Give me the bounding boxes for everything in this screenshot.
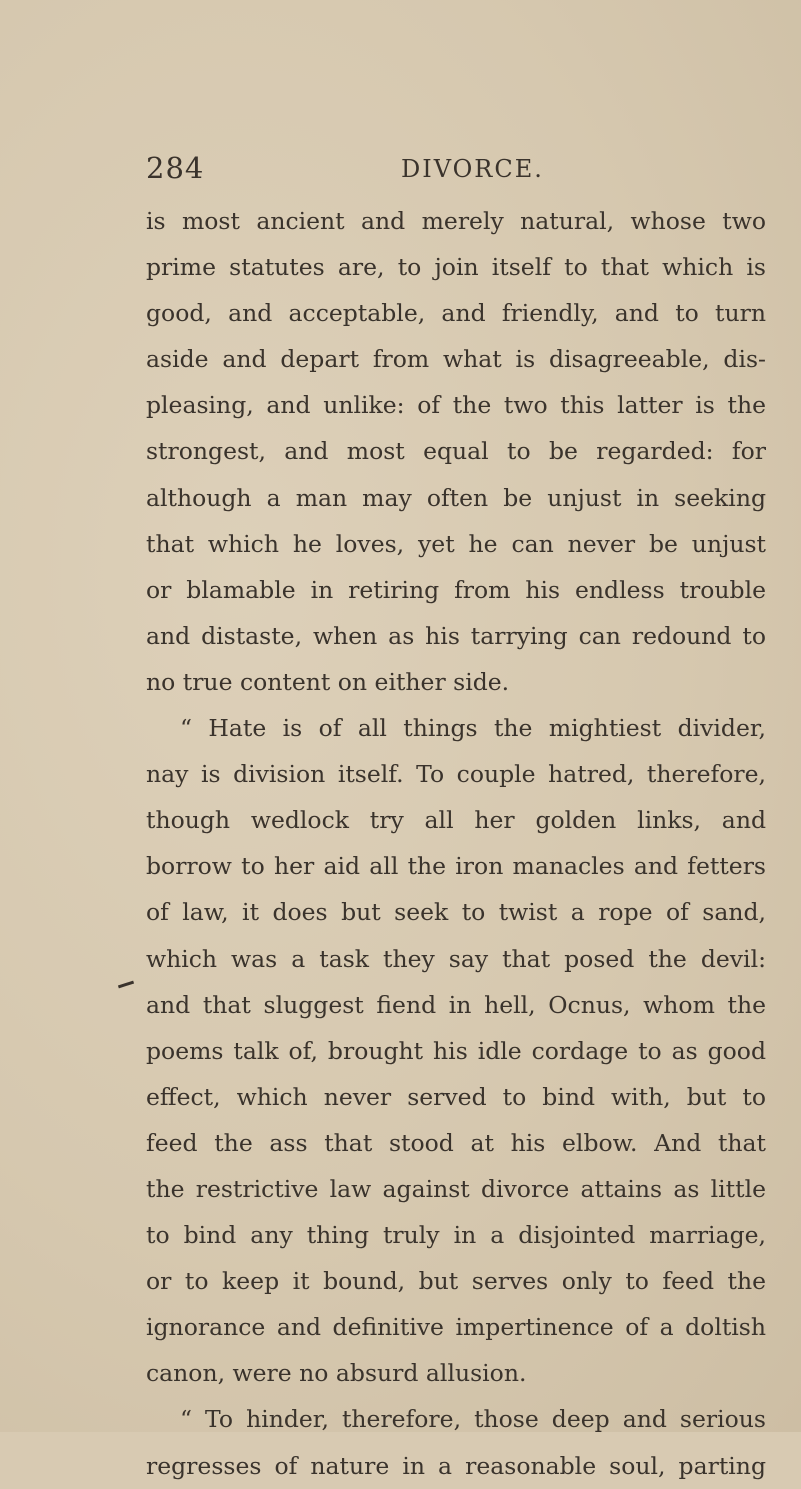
text-line: pleasing, and unlike: of the two this latter is the — [146, 391, 766, 420]
text-line: canon, were no absurd allusion. — [146, 1359, 527, 1388]
text-line: prime statutes are, to join itself to that which is — [146, 253, 766, 282]
text-line: good, and acceptable, and friendly, and to turn — [146, 299, 766, 328]
text-line: is most ancient and merely natural, whose two — [146, 207, 766, 235]
text-line: the restrictive law against divorce attains as little — [146, 1174, 766, 1203]
text-line: nay is division itself. To couple hatred, therefore, — [146, 760, 766, 789]
text-line: that which he loves, yet he can never be unjust — [146, 529, 766, 558]
text-line: or blamable in retiring from his endless trouble — [146, 575, 766, 604]
body-text — [146, 198, 766, 1489]
text-line: aside and depart from what is disagreeable, dis- — [146, 345, 766, 374]
text-line: poems talk of, brought his idle cordage to as good — [146, 1036, 766, 1065]
text-line: although a man may often be unjust in seeking — [146, 483, 766, 512]
margin-mark — [118, 981, 134, 989]
text-line: to bind any thing truly in a disjointed marriage, — [146, 1221, 766, 1250]
text-line: strongest, and most equal to be regarded: for — [146, 437, 766, 466]
text-line: or to keep it bound, but serves only to feed the — [146, 1267, 766, 1296]
text-line: ignorance and definitive impertinence of a doltish — [146, 1313, 766, 1342]
text-line: which was a task they say that posed the devil: — [146, 944, 766, 973]
text-line: no true content on either side. — [146, 667, 510, 696]
text-line: borrow to her aid all the iron manacles and fetters — [146, 852, 766, 881]
text-line: regresses of nature in a reasonable soul, parting — [146, 1451, 766, 1480]
text-line: and distaste, when as his tarrying can redound to — [146, 621, 766, 650]
text-line: though wedlock try all her golden links, and — [146, 806, 766, 835]
text-line: of law, it does but seek to twist a rope of sand, — [146, 898, 766, 927]
text-line: “ Hate is of all things the mightiest divider, — [180, 714, 766, 743]
text-line: feed the ass that stood at his elbow. And that — [146, 1128, 766, 1157]
page-number: 284 — [146, 151, 205, 185]
page-header — [146, 150, 766, 190]
text-line: “ To hinder, therefore, those deep and serious — [180, 1405, 766, 1434]
running-title: DIVORCE. — [401, 155, 544, 183]
text-line: effect, which never served to bind with, but to — [146, 1082, 766, 1111]
text-line: and that sluggest fiend in hell, Ocnus, whom the — [146, 990, 766, 1019]
